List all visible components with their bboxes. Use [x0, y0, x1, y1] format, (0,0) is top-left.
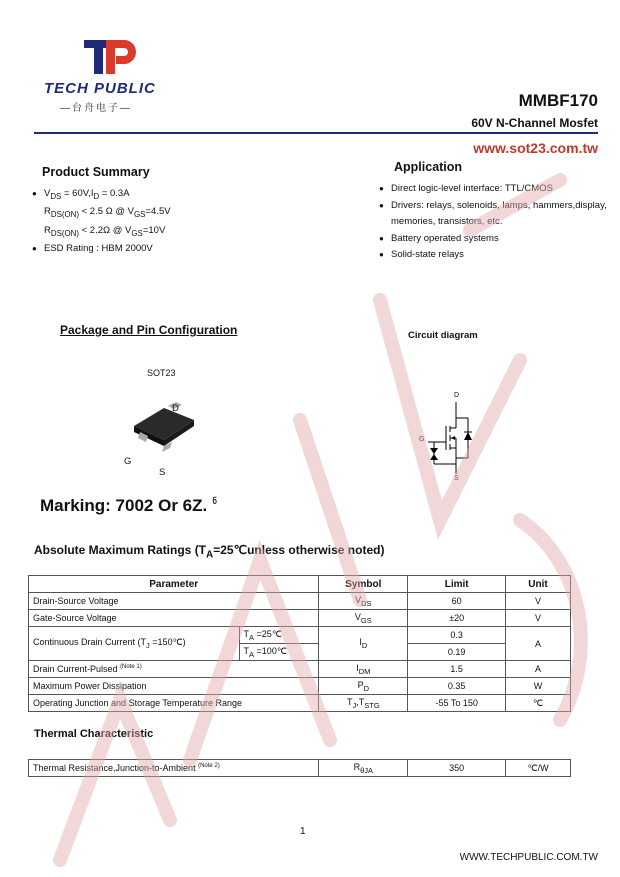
vds-spec: ● $V_{DS} = 60V,I_D = 0.3A$ — [44, 186, 171, 204]
header-symbol: Symbol — [319, 576, 408, 593]
application-item: memories, transistors, etc. — [391, 216, 503, 227]
application-title: Application — [394, 160, 463, 174]
header-unit: Unit — [506, 576, 571, 593]
marking-symbol-icon: ჼ — [211, 496, 218, 515]
table-row: Thermal Resistance,Junction-to-Ambient $^{(Note 2)}$ $R_{\theta JA}$ 350 ℃/W — [29, 760, 571, 777]
rds-spec-2: $R_{DS(ON)} < 2.2\Omega$ @ $V_{GS}=10V$ — [44, 224, 166, 238]
pin-d-label: D — [172, 403, 179, 414]
marking-text: Marking: 7002 Or 6Z. ჼ — [40, 496, 218, 515]
pin-s-label: S — [159, 467, 166, 478]
esd-spec: ● ESD Rating : HBM 2000V — [44, 241, 171, 257]
sot23-package-icon — [124, 396, 204, 456]
header-limit: Limit — [408, 576, 506, 593]
table-row: Drain-Source Voltage $V_{DS}$ 60 V — [29, 593, 571, 610]
product-summary-list — [44, 186, 171, 257]
circuit-title: Circuit diagram — [408, 330, 478, 341]
tech-public-logo-icon — [84, 36, 136, 76]
page-number: 1 — [300, 826, 306, 837]
mosfet-circuit-icon — [420, 398, 480, 478]
logo-brand-text: TECH PUBLIC — [44, 80, 156, 97]
table-row: Maximum Power Dissipation $P_D$ 0.35 W — [29, 678, 571, 695]
circuit-drain-label: D — [454, 392, 460, 399]
abs-max-table — [28, 575, 571, 712]
table-header-row — [29, 576, 571, 593]
abs-max-title: Absolute Maximum Ratings ($T_A=25℃unless$ otherwise noted) — [34, 543, 385, 561]
table-row: $T_A$ =100℃ 0.19 — [29, 644, 571, 661]
header-parameter: Parameter — [29, 576, 319, 593]
package-name: SOT23 — [147, 368, 176, 378]
website-link[interactable]: www.sot23.com.tw — [473, 140, 598, 156]
table-row: Continuous Drain Current ($T_J$ =150℃) $T_A$ =25℃ $I_D$ 0.3 A — [29, 627, 571, 644]
application-item: ● Drivers: relays, solenoids, lamps, hammers,display, — [391, 198, 607, 215]
footer-url[interactable]: WWW.TECHPUBLIC.COM.TW — [459, 852, 598, 863]
table-row: Drain Current-Pulsed $^{(Note 1)}$ $I_{DM}$ 1.5 A — [29, 661, 571, 678]
part-number: MMBF170 — [518, 91, 598, 110]
application-list — [391, 181, 607, 264]
part-subtitle: 60V N-Channel Mosfet — [471, 116, 598, 130]
thermal-table — [28, 759, 571, 777]
circuit-gate-label: G — [419, 436, 425, 443]
rds-spec-1: $R_{DS(ON)} < 2.5$ Ω @ $V_{GS}=4.5V$ — [44, 206, 171, 220]
application-item: ● Direct logic-level interface: TTL/CMOS — [391, 181, 607, 198]
pin-g-label: G — [124, 456, 132, 467]
thermal-title: Thermal Characteristic — [34, 728, 154, 740]
header-divider — [34, 132, 598, 134]
application-item: ● Battery operated systems — [391, 231, 607, 248]
logo-chinese-text: —台舟电子— — [60, 103, 132, 114]
table-row: Operating Junction and Storage Temperature Range $T_J,T_{STG}$ -55 To 150 ℃ — [29, 695, 571, 712]
package-title: Package and Pin Configuration — [60, 323, 238, 337]
table-row: Gate-Source Voltage $V_{GS}$ ±20 V — [29, 610, 571, 627]
product-summary-title: Product Summary — [42, 165, 150, 179]
circuit-source-label: S — [454, 475, 459, 482]
application-item: ● Solid-state relays — [391, 247, 607, 264]
